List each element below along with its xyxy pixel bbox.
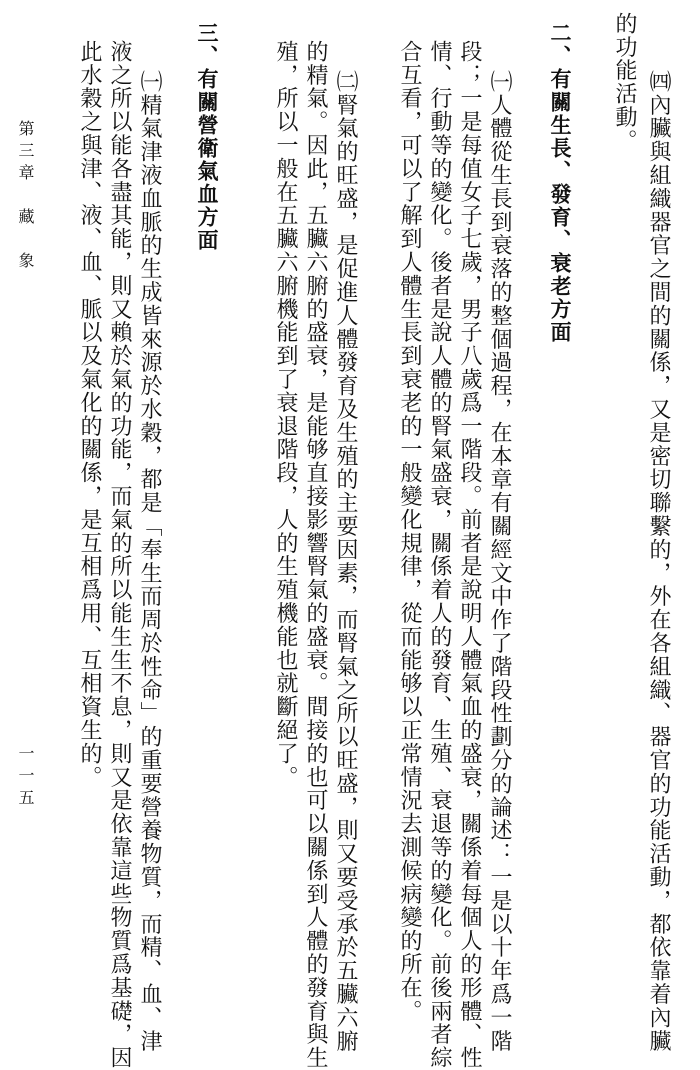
- text-column-10: 殖，所以一般在五臟六腑機能到了衰退階段，人的生殖機能也就斷絕了。: [273, 40, 298, 789]
- text-column-7: 合互看，可以了解到人體生長到衰老的一般變化規律，從而能够以正常情況去測候病變的所在。: [397, 40, 422, 1023]
- text-column-4: ㈠人體從生長到衰落的整個過程，在本章有關經文中作了階段性劃分的論述：一是以十年爲一階: [487, 70, 512, 1053]
- text-column-5: 段；一是每值女子七歲，男子八歲爲一階段。前者是說明人體氣血的盛衰，關係着每個人的形體、性: [457, 40, 482, 1070]
- text-column-14: 此水穀之與津、液、血、脈以及氣化的關係，是互相爲用、互相資生的。: [77, 40, 102, 789]
- text-column-12: ㈠精氣津液血脈的生成皆來源於水穀，都是「奉生而周於性命」的重要營養物質，而精、血、津: [137, 70, 162, 1053]
- text-column-9: 的精氣。因此，五臟六腑的盛衰，是能够直接影響腎氣的盛衰。間接的也可以關係到人體的發育與生: [303, 40, 328, 1070]
- text-column-2: 的功能活動。: [612, 12, 637, 153]
- section-heading-3: 三、有關營衛氣血方面: [195, 22, 219, 252]
- page-number: 一一五: [16, 745, 35, 811]
- text-column-1: ㈣內臟與組織器官之間的關係，又是密切聯繫的，外在各組織、器官的功能活動，都依靠着內臟: [646, 70, 671, 1053]
- section-heading-2: 二、有關生長、發育、衰老方面: [548, 22, 572, 344]
- text-column-13: 液之所以能各盡其能，則又賴於氣的功能，而氣的所以能生生不息，則又是依靠這些物質爲基礎，因: [107, 40, 132, 1070]
- chapter-footer: 第三章 藏 象: [16, 120, 35, 274]
- text-column-8: ㈡腎氣的旺盛，是促進人體發育及生殖的主要因素，而腎氣之所以旺盛，則又要受承於五臟六腑: [333, 70, 358, 1053]
- text-column-6: 情、行動等的變化。後者是說人體的腎氣盛衰，關係着人的發育、生殖、衰退等的變化。前後兩者綜: [427, 40, 452, 1070]
